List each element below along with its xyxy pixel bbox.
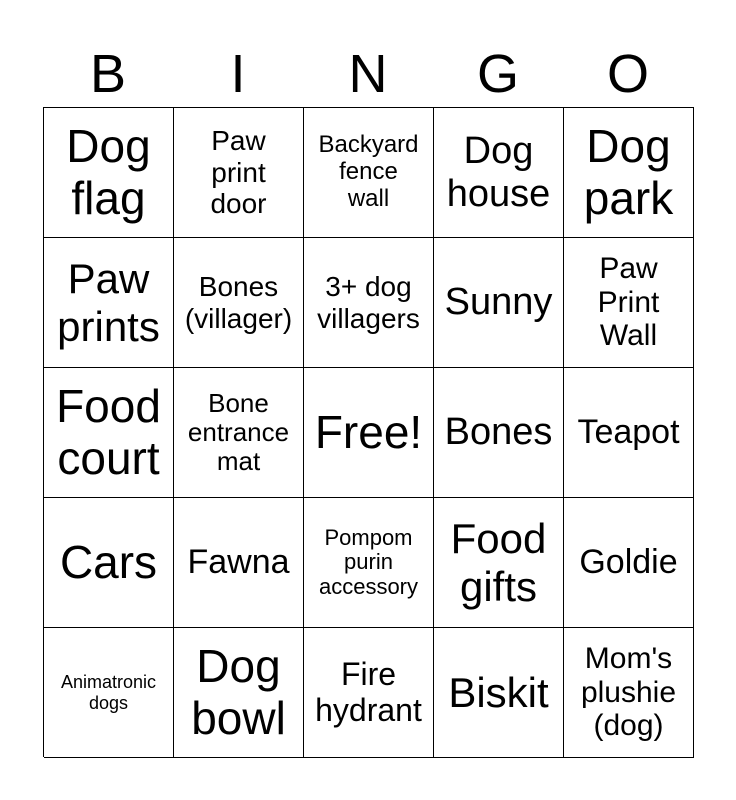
bingo-cell-r1c4[interactable] <box>434 108 564 238</box>
free-space-text: Free! <box>314 405 423 458</box>
cell-text: Animatronic dogs <box>60 672 157 713</box>
cell-text: Bones (villager) <box>184 271 293 334</box>
bingo-cell-r2c1[interactable] <box>44 238 174 368</box>
cell-text: Backyard fence wall <box>318 131 419 212</box>
bingo-header <box>43 40 693 108</box>
bingo-cell-r5c3[interactable] <box>304 628 434 758</box>
bingo-card-grid <box>43 107 694 757</box>
bingo-cell-r1c5[interactable] <box>564 108 694 238</box>
bingo-cell-r3c5[interactable] <box>564 368 694 498</box>
bingo-cell-r1c3[interactable] <box>304 108 434 238</box>
cell-text: Food gifts <box>450 515 547 610</box>
bingo-cell-r2c3[interactable] <box>304 238 434 368</box>
bingo-cell-r1c1[interactable] <box>44 108 174 238</box>
bingo-cell-r5c5[interactable] <box>564 628 694 758</box>
cell-text: Goldie <box>579 543 678 582</box>
bingo-cell-r2c5[interactable] <box>564 238 694 368</box>
bingo-cell-r5c4[interactable] <box>434 628 564 758</box>
bingo-cell-r2c2[interactable] <box>174 238 304 368</box>
bingo-cell-r5c2[interactable] <box>174 628 304 758</box>
bingo-cell-r1c2[interactable] <box>174 108 304 238</box>
header-letter-b: B <box>89 44 127 104</box>
header-letter-i: I <box>230 44 246 104</box>
cell-text: Cars <box>59 535 158 588</box>
cell-text: Bone entrance mat <box>187 387 290 477</box>
cell-text: 3+ dog villagers <box>317 271 420 334</box>
cell-text: Teapot <box>577 413 680 452</box>
bingo-cell-r3c4[interactable] <box>434 368 564 498</box>
cell-text: Fire hydrant <box>315 655 422 728</box>
cell-text: Dog bowl <box>191 639 286 744</box>
cell-text: Bones <box>444 411 553 454</box>
header-letter-n: N <box>348 44 388 104</box>
bingo-cell-r2c4[interactable] <box>434 238 564 368</box>
cell-text: Paw prints <box>57 255 160 350</box>
bingo-cell-r3c2[interactable] <box>174 368 304 498</box>
bingo-cell-r3c3-free[interactable] <box>304 368 434 498</box>
bingo-cell-r4c4[interactable] <box>434 498 564 628</box>
bingo-cell-r4c1[interactable] <box>44 498 174 628</box>
bingo-cell-r4c5[interactable] <box>564 498 694 628</box>
cell-text: Mom's plushie (dog) <box>580 642 677 743</box>
bingo-cell-r4c3[interactable] <box>304 498 434 628</box>
cell-text: Fawna <box>187 543 290 582</box>
cell-text: Paw print door <box>210 125 267 220</box>
cell-text: Pompom purin accessory <box>318 524 419 599</box>
cell-text: Dog park <box>583 119 674 224</box>
header-letter-g: G <box>476 44 519 104</box>
bingo-cell-r3c1[interactable] <box>44 368 174 498</box>
cell-text: Dog flag <box>66 119 151 224</box>
header-letter-o: O <box>606 44 649 104</box>
cell-text: Sunny <box>444 281 553 324</box>
cell-text: Biskit <box>448 668 549 716</box>
bingo-cell-r5c1[interactable] <box>44 628 174 758</box>
cell-text: Paw Print Wall <box>597 252 660 353</box>
cell-text: Food court <box>56 379 161 484</box>
cell-text: Dog house <box>446 129 551 215</box>
bingo-cell-r4c2[interactable] <box>174 498 304 628</box>
